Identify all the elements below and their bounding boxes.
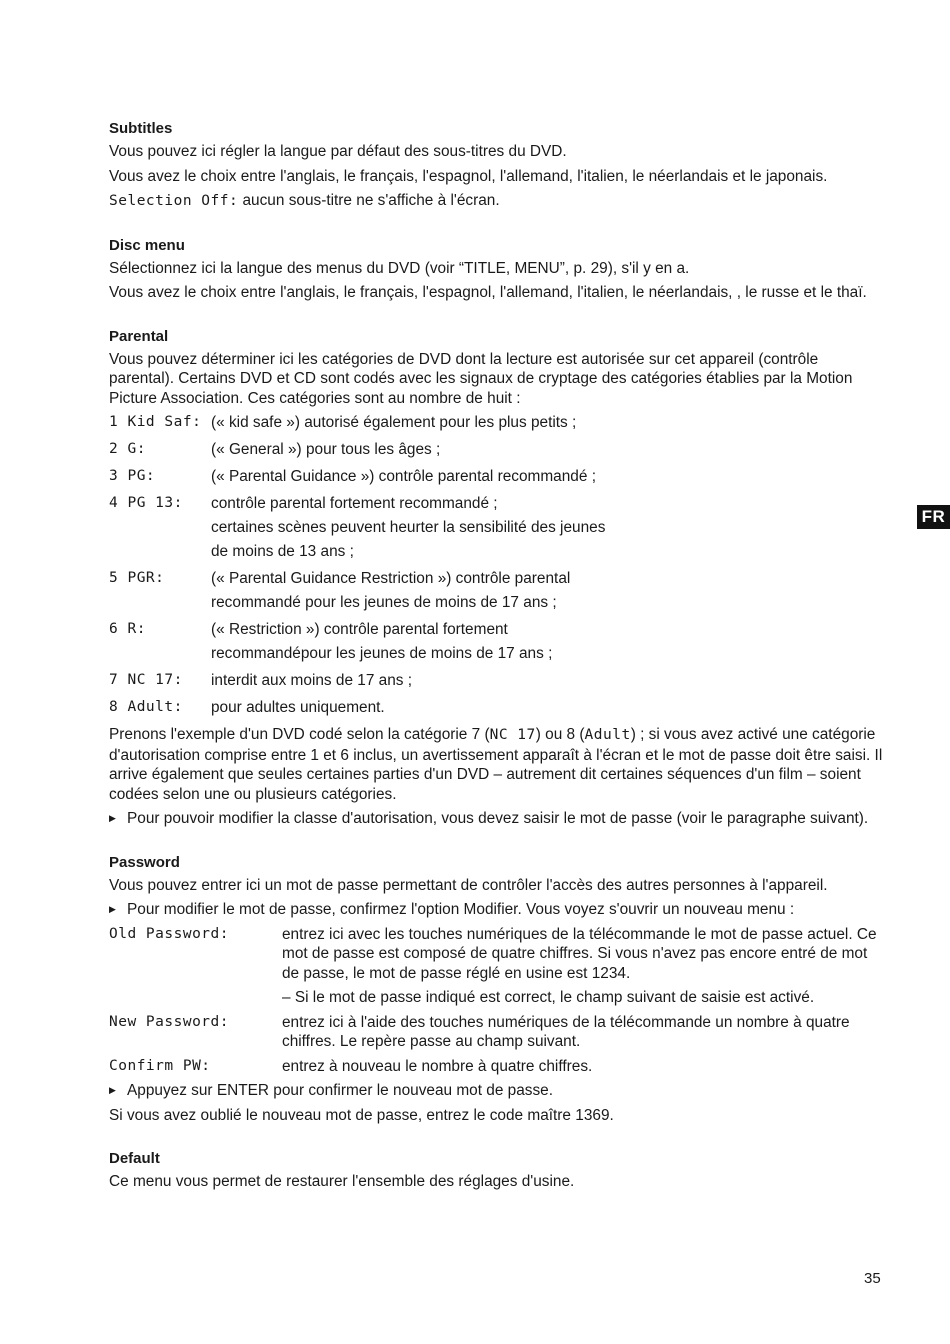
- category-item: [109, 440, 884, 462]
- field-desc: entrez à nouveau le nombre à quatre chiffres.: [282, 1057, 593, 1075]
- bullet-text: Pour pouvoir modifier la classe d'autorisation, vous devez saisir le mot de passe (voir le paragraphe suivant).: [127, 810, 869, 827]
- category-text: pour adultes uniquement.: [211, 699, 385, 716]
- category-item: [109, 671, 884, 693]
- paragraph: Sélectionnez ici la langue des menus du DVD (voir “TITLE, MENU”, p. 29), s'il y en a.: [109, 259, 690, 277]
- field-label: New Password:: [109, 1013, 229, 1030]
- bullet-text: Appuyez sur ENTER pour confirmer le nouveau mot de passe.: [127, 1082, 554, 1099]
- instruction-bullet: [109, 1081, 884, 1101]
- section-title: Disc menu: [109, 236, 185, 254]
- category-list: [109, 413, 884, 720]
- category-text: (« General ») pour tous les âges ;: [211, 441, 441, 458]
- category-label: 1 Kid Saf:: [109, 414, 202, 430]
- field-desc: entrez ici avec les touches numériques de la télécommande le mot de passe actuel. Ce mot de passe est composé de quatre chiffres. Si vous n'avez pas encore entré de mot de passe, le mot de passe réglé en usine est 1234.: [282, 925, 877, 982]
- category-label: 4 PG 13:: [109, 495, 183, 511]
- field-label: Old Password:: [109, 925, 229, 942]
- category-item: [109, 413, 884, 435]
- instruction-bullet: [109, 809, 884, 829]
- category-item: [109, 620, 884, 666]
- triangle-right-icon: ▶: [109, 813, 116, 823]
- section-subtitles: [109, 119, 884, 212]
- field-note: – Si le mot de passe indiqué est correct, le champ suivant de saisie est activé.: [282, 989, 815, 1006]
- category-label: 6 R:: [109, 621, 146, 637]
- paragraph: [109, 725, 884, 804]
- triangle-right-icon: ▶: [109, 1085, 116, 1095]
- category-text: (« kid safe ») autorisé également pour les plus petits ;: [211, 414, 577, 431]
- section-title: Default: [109, 1150, 160, 1167]
- category-label: 5 PGR:: [109, 570, 165, 586]
- bullet-text: Pour modifier le mot de passe, confirmez l'option Modifier. Vous voyez s'ouvrir un nouveau menu :: [127, 901, 795, 918]
- triangle-right-icon: ▶: [109, 904, 116, 914]
- paragraph: [109, 191, 884, 212]
- paragraph: Ce menu vous permet de restaurer l'ensemble des réglages d'usine.: [109, 1173, 575, 1190]
- setting-label: Selection Off:: [109, 193, 239, 209]
- category-label: 3 PG:: [109, 468, 156, 484]
- field-text: [282, 925, 884, 1008]
- category-code: Adult: [584, 727, 631, 743]
- paragraph: Vous pouvez ici régler la langue par défaut des sous-titres du DVD.: [109, 143, 567, 160]
- password-field-desc: [109, 925, 884, 1008]
- category-label: 8 Adult:: [109, 699, 183, 715]
- category-item: [109, 467, 884, 489]
- section-default: [109, 1149, 884, 1192]
- section-title: Subtitles: [109, 120, 173, 137]
- category-label: 2 G:: [109, 441, 146, 457]
- category-label: 7 NC 17:: [109, 672, 183, 688]
- password-field-desc: [109, 1057, 884, 1077]
- category-text: contrôle parental fortement recommandé ; certaines scènes peuvent heurter la sensibilité des jeunes de moins de 13 ans ;: [211, 495, 606, 560]
- language-tab: FR: [917, 505, 950, 529]
- paragraph: Vous pouvez entrer ici un mot de passe permettant de contrôler l'accès des autres personnes à l'appareil.: [109, 876, 828, 894]
- text-run: Prenons l'exemple d'un DVD codé selon la catégorie 7 (: [109, 726, 490, 743]
- password-field-desc: [109, 1013, 884, 1052]
- section-disc-menu: [109, 236, 884, 303]
- page-number: 35: [864, 1270, 881, 1287]
- text-run: ) ; si vous avez activé une catégorie d'autorisation comprise entre 1 et 6 inclus, un avertissement apparaît à l'écran et le mot de passe doit être saisi. Il arrive également que seules certaines parties d'un DVD – autrement dit certaines séquences d'un film – soient codées selon une ou plusieurs catégories.: [109, 726, 883, 803]
- section-title: Password: [109, 853, 180, 871]
- category-code: NC 17: [489, 727, 536, 743]
- page-content: [109, 119, 884, 1216]
- field-label: Confirm PW:: [109, 1057, 211, 1074]
- paragraph: Vous avez le choix entre l'anglais, le français, l'espagnol, l'allemand, l'italien, le néerlandais, , le russe et le thaï.: [109, 284, 867, 301]
- section-parental: [109, 327, 884, 829]
- category-item: [109, 698, 884, 720]
- category-text: interdit aux moins de 17 ans ;: [211, 672, 413, 689]
- field-desc: entrez ici à l'aide des touches numériques de la télécommande un nombre à quatre chiffres. Le repère passe au champ suivant.: [282, 1013, 850, 1050]
- paragraph: Vous pouvez déterminer ici les catégories de DVD dont la lecture est autorisée sur cet appareil (contrôle parental). Certains DVD et CD sont codés avec les signaux de cryptage des catégories établies par la Motion Picture Association. Ces catégories sont au nombre de huit :: [109, 350, 853, 407]
- section-password: [109, 853, 884, 1126]
- category-text: (« Parental Guidance ») contrôle parental recommandé ;: [211, 468, 596, 485]
- paragraph: Vous avez le choix entre l'anglais, le français, l'espagnol, l'allemand, l'italien, le néerlandais et le japonais.: [109, 167, 828, 185]
- category-item: [109, 494, 884, 564]
- setting-text: aucun sous-titre ne s'affiche à l'écran.: [238, 192, 500, 209]
- paragraph: Si vous avez oublié le nouveau mot de passe, entrez le code maître 1369.: [109, 1106, 614, 1124]
- category-text: (« Restriction ») contrôle parental fortement recommandépour les jeunes de moins de 17 ans ;: [211, 621, 553, 662]
- text-run: ) ou 8 (: [535, 726, 585, 743]
- instruction-bullet: [109, 900, 884, 920]
- category-text: (« Parental Guidance Restriction ») contrôle parental recommandé pour les jeunes de moins de 17 ans ;: [211, 570, 571, 611]
- section-title: Parental: [109, 327, 169, 345]
- category-item: [109, 569, 884, 615]
